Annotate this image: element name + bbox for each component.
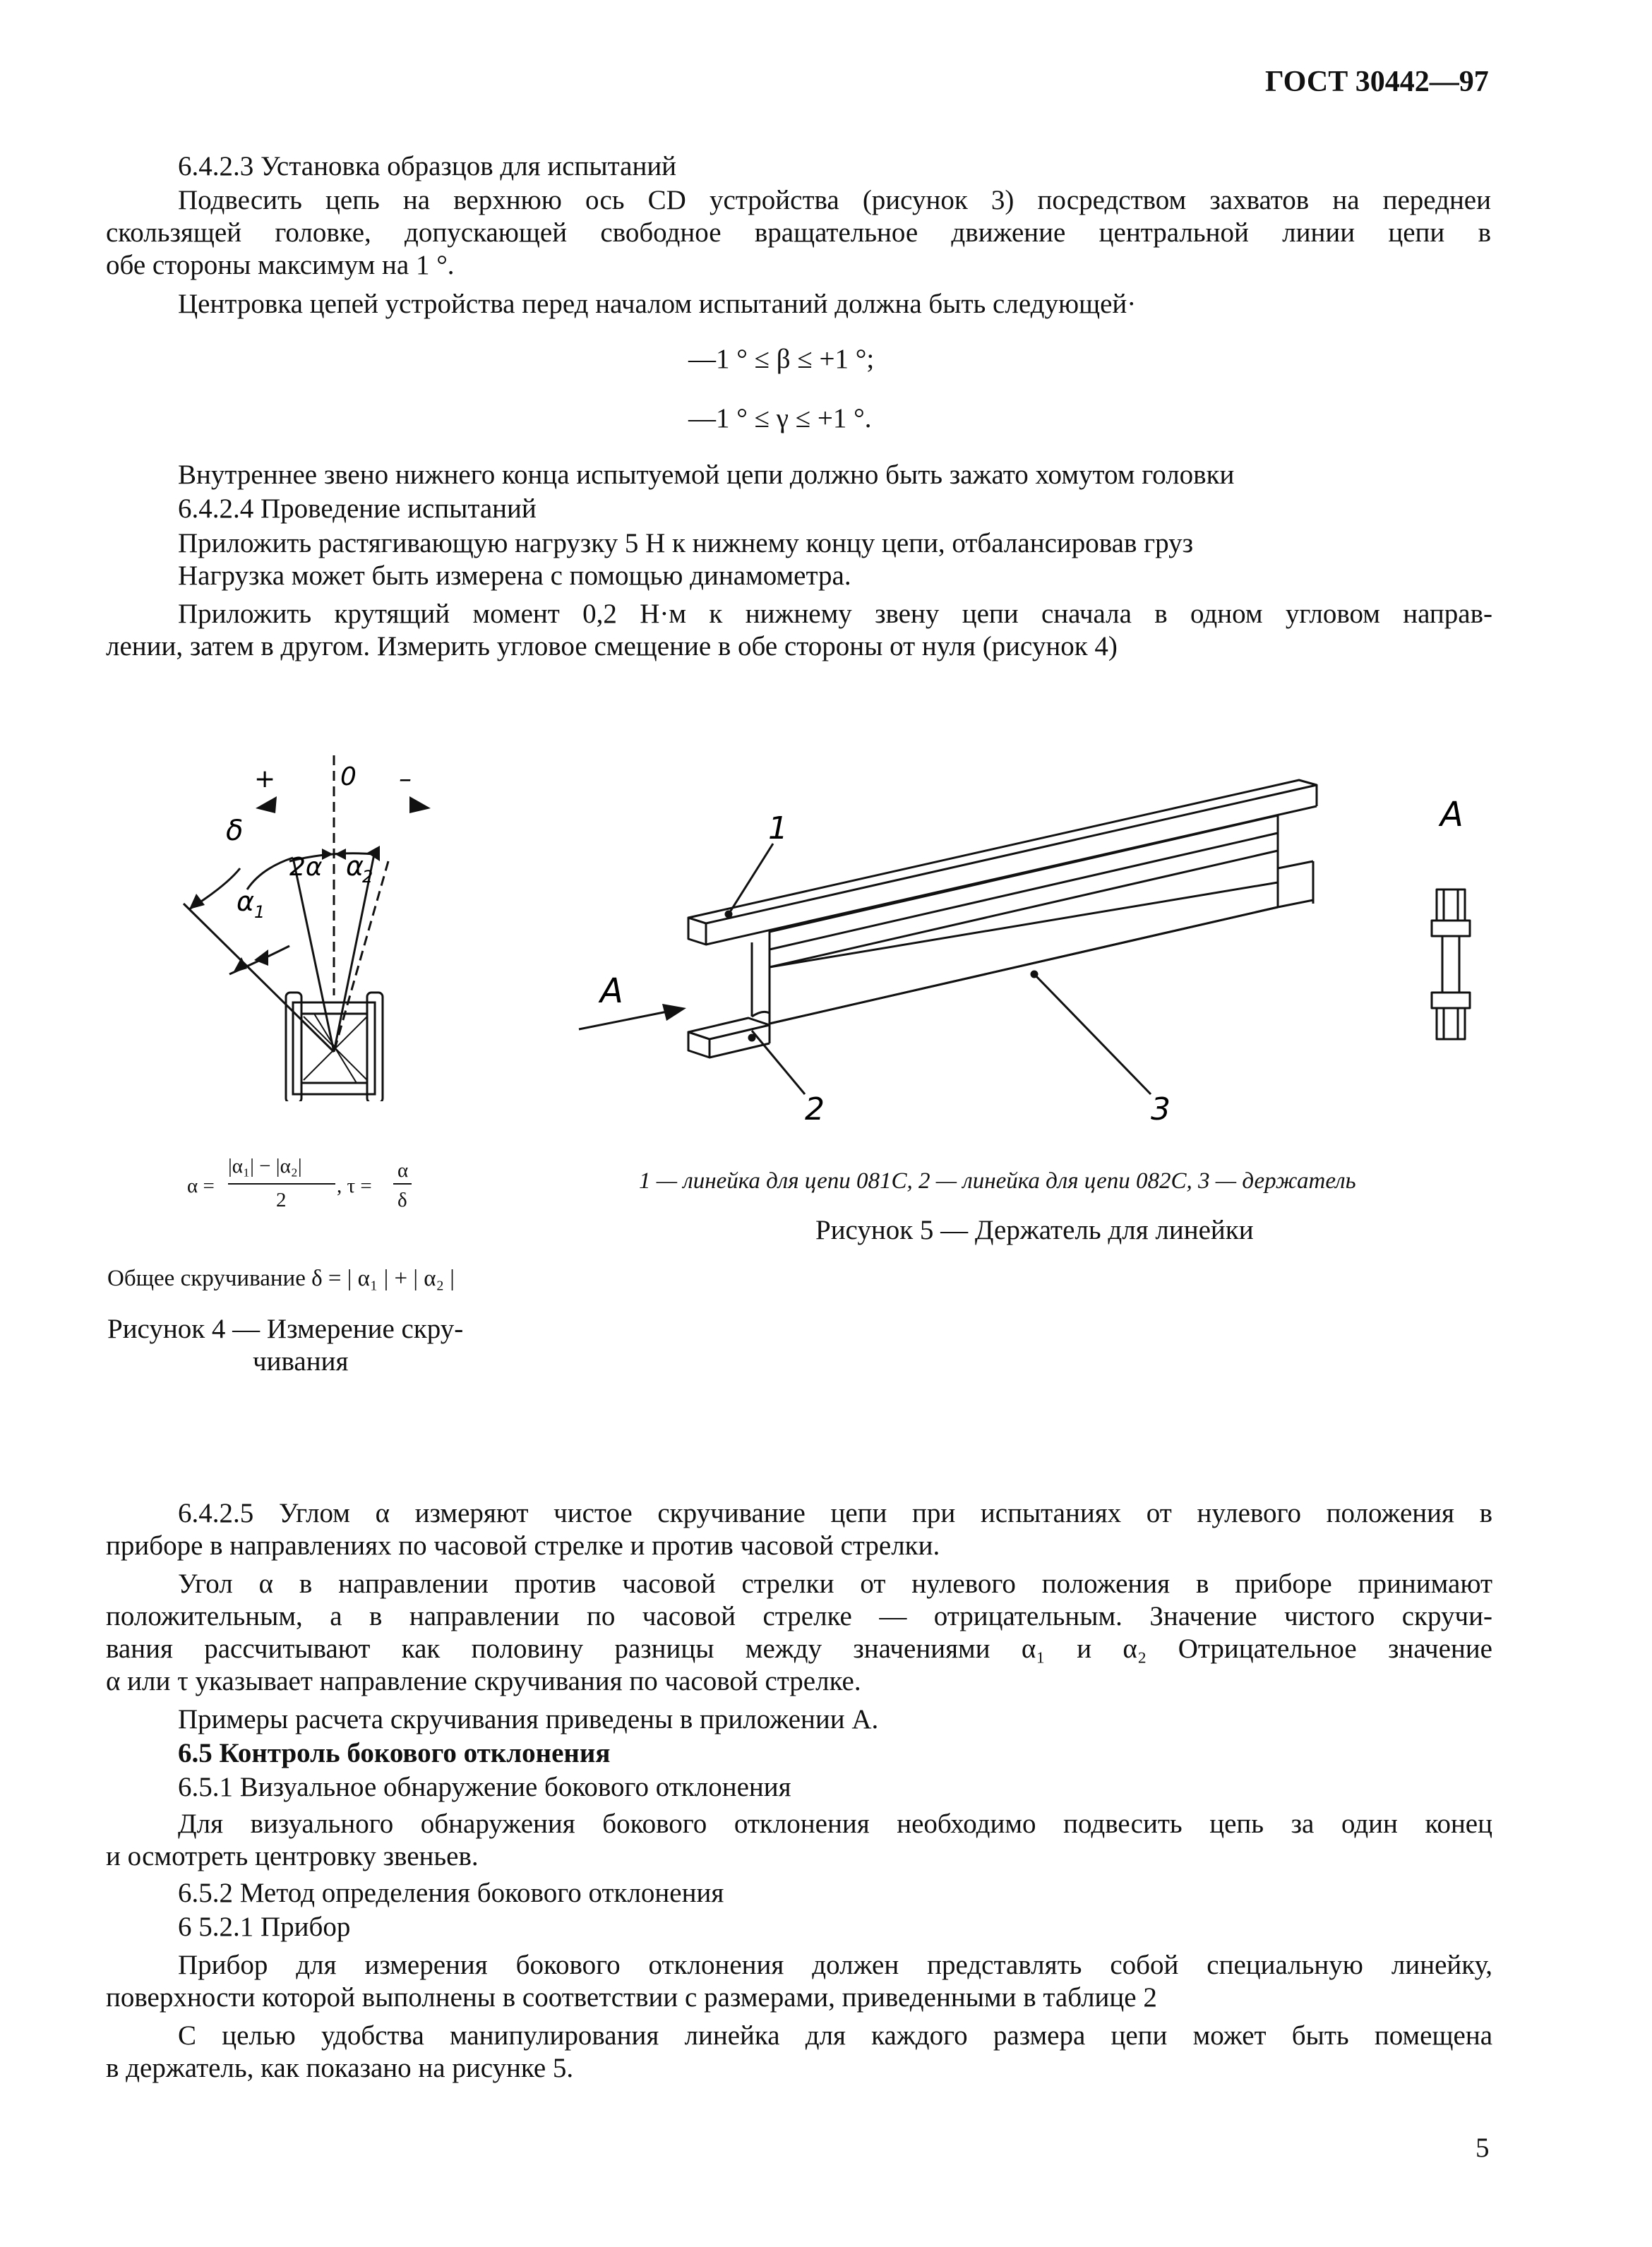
section-6424-para2: Нагрузка может быть измерена с помощью динамометра. (178, 561, 851, 591)
section-651-line2: и осмотреть центровку звеньев. (106, 1841, 479, 1871)
section-6425-para2-line2: положительным, а в направлении по часовой стрелке — отрицательным. Значение чистого скручи- (106, 1601, 1492, 1631)
section-6423-para1-line2: скользящей головке, допускающей свободное вращательное движение центральной линии цепи в (106, 217, 1491, 248)
formula-alpha-numerator: |α₁| − |α₂| (228, 1155, 302, 1178)
fig4-zero: 0 (340, 762, 357, 791)
section-6425-para1-line2: приборе в направлениях по часовой стрелке и против часовой стрелки. (106, 1530, 940, 1561)
formula-alpha-denominator: 2 (276, 1189, 287, 1211)
fig5-label-2: 2 (805, 1091, 825, 1122)
fig4-delta: δ (226, 815, 244, 847)
formula-tau-label: , τ = (337, 1175, 372, 1197)
fig4-plus: + (254, 765, 276, 793)
formula-alpha-bar (228, 1183, 335, 1185)
formula-tau-numerator: α (397, 1159, 409, 1182)
figure4-formula (187, 1151, 434, 1221)
formula-tau-bar (393, 1183, 412, 1185)
section-6423-para1-line3: обе стороны максимум на 1 °. (106, 250, 455, 280)
document-code: ГОСТ 30442—97 (1265, 66, 1489, 98)
section-6423-para3: Внутреннее звено нижнего конца испытуемой цепи должно быть зажато хомутом головки (178, 460, 1235, 490)
section-6425-para2-line3: вания рассчитывают как половину разницы между значениями α₁ и α₂ Отрицательное значение (106, 1634, 1492, 1664)
fig4-alpha2-sub: 2 (362, 867, 373, 887)
section-6521-p2-line2: в держатель, как показано на рисунке 5. (106, 2053, 574, 2083)
section-6424-para3-line1: Приложить крутящий момент 0,2 Н·м к нижнему звену цепи сначала в одном угловом направ- (178, 599, 1492, 629)
page-number: 5 (1476, 2133, 1490, 2163)
figure5-diagram (572, 762, 1504, 1122)
figure4-caption-line1: Рисунок 4 — Измерение скру- (107, 1314, 464, 1344)
section-651-line1: Для визуального обнаружения бокового отклонения необходимо подвесить цепь за один конец (178, 1809, 1492, 1839)
formula-tau-denominator: δ (397, 1189, 407, 1211)
section-6425-para3: Примеры расчета скручивания приведены в приложении А. (178, 1704, 879, 1734)
section-6424-title: 6.4.2.4 Проведение испытаний (178, 493, 537, 524)
figure4-diagram (155, 748, 480, 1101)
section-6423-para1-line1: Подвесить цепь на верхнюю ось CD устройства (рисунок 3) посредством захватов на переднеи (178, 185, 1491, 215)
section-6521-line1: Прибор для измерения бокового отклонения должен представлять собой специальную линейку, (178, 1950, 1492, 1980)
figure4-total-twist: Общее скручивание δ = | α₁ | + | α₂ | (107, 1266, 455, 1291)
section-6424-para1: Приложить растягивающую нагрузку 5 Н к нижнему концу цепи, отбалансировав груз (178, 528, 1194, 558)
fig4-alpha1: α (237, 886, 255, 917)
section-6425-para2-line4: α или τ указывает направление скручивания по часовой стрелке. (106, 1666, 861, 1696)
section-6424-para3-line2: лении, затем в другом. Измерить угловое смещение в обе стороны от нуля (рисунок 4) (106, 631, 1118, 661)
fig4-minus: – (399, 765, 412, 793)
section-6425-para2-line1: Угол α в направлении против часовой стрелки от нулевого положения в приборе принимают (178, 1569, 1492, 1599)
section-6423-para2: Центровка цепей устройства перед началом испытаний должна быть следующей· (178, 289, 1137, 319)
fig4-two-alpha: 2α (289, 853, 323, 882)
section-6521-p2-line1: С целью удобства манипулирования линейка для каждого размера цепи может быть помещена (178, 2020, 1492, 2051)
fig5-arrow-a-label: A (600, 971, 623, 1011)
formula-gamma: —1 ° ≤ γ ≤ +1 °. (688, 403, 872, 433)
section-6423-title: 6.4.2.3 Установка образцов для испытаний (178, 151, 677, 181)
fig4-alpha2: α (346, 851, 364, 882)
fig5-view-a-label: A (1440, 795, 1464, 834)
figure4-caption-line2: чивания (253, 1346, 349, 1377)
fig4-alpha1-sub: 1 (254, 902, 265, 922)
section-65-title: 6.5 Контроль бокового отклонения (178, 1738, 611, 1768)
figure5-caption: Рисунок 5 — Держатель для линейки (815, 1215, 1254, 1245)
section-652-title: 6.5.2 Метод определения бокового отклонения (178, 1878, 724, 1908)
formula-alpha-label: α = (187, 1175, 215, 1197)
section-651-title: 6.5.1 Визуальное обнаружение бокового отклонения (178, 1772, 791, 1802)
formula-beta: —1 ° ≤ β ≤ +1 °; (688, 344, 875, 374)
fig5-label-3: 3 (1151, 1091, 1171, 1122)
fig5-label-1: 1 (768, 810, 788, 846)
figure5-legend: 1 — линейка для цепи 081С, 2 — линейка для цепи 082С, 3 — держатель (639, 1168, 1356, 1194)
section-6425-para1-line1: 6.4.2.5 Углом α измеряют чистое скручивание цепи при испытаниях от нулевого положения в (178, 1498, 1492, 1528)
section-6521-title: 6 5.2.1 Прибор (178, 1912, 351, 1942)
section-6521-line2: поверхности которой выполнены в соответствии с размерами, приведенными в таблице 2 (106, 1982, 1157, 2013)
